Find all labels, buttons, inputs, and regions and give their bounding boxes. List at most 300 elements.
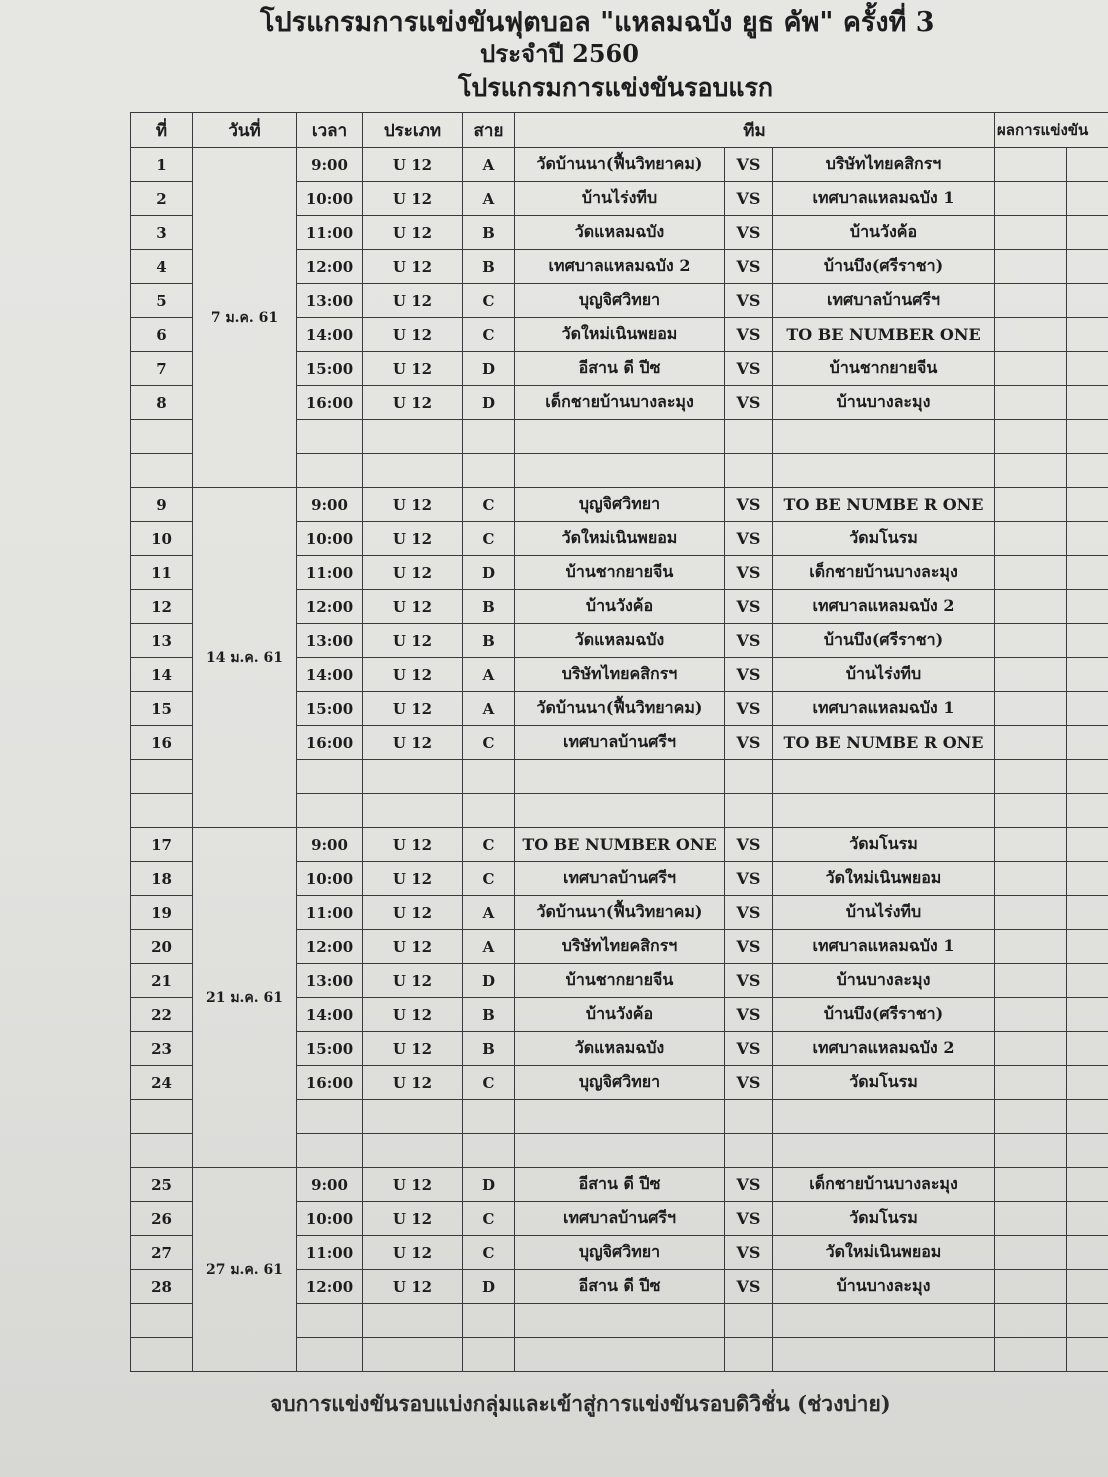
blank-cell: [363, 1338, 463, 1372]
vs-label: VS: [725, 862, 773, 896]
match-type: U 12: [363, 862, 463, 896]
result-cell-extra: [1067, 352, 1108, 386]
away-team: เทศบาลแหลมฉบัง 2: [773, 1032, 995, 1066]
home-team: วัดแหลมฉบัง: [515, 216, 725, 250]
home-team: อีสาน ดี ปีซ: [515, 352, 725, 386]
match-type: U 12: [363, 148, 463, 182]
result-cell-extra: [1067, 1066, 1108, 1100]
match-group: D: [463, 1168, 515, 1202]
blank-cell: [363, 420, 463, 454]
away-team: TO BE NUMBE R ONE: [773, 726, 995, 760]
match-group: B: [463, 216, 515, 250]
away-team: เทศบาลแหลมฉบัง 1: [773, 182, 995, 216]
blank-cell: [463, 1134, 515, 1168]
result-cell-extra: [1067, 896, 1108, 930]
vs-label: VS: [725, 1168, 773, 1202]
result-cell-extra: [1067, 726, 1108, 760]
blank-cell: [297, 454, 363, 488]
match-time: 14:00: [297, 998, 363, 1032]
match-row: [131, 488, 1108, 522]
vs-label: VS: [725, 216, 773, 250]
match-time: 15:00: [297, 352, 363, 386]
home-team: วัดบ้านนา(ฟื้นวิทยาคม): [515, 896, 725, 930]
match-time: 10:00: [297, 1202, 363, 1236]
blank-cell: [725, 794, 773, 828]
result-cell-extra: [1067, 216, 1108, 250]
blank-cell: [1067, 760, 1108, 794]
match-type: U 12: [363, 1236, 463, 1270]
result-cell-extra: [1067, 930, 1108, 964]
match-time: 14:00: [297, 318, 363, 352]
match-no: 8: [131, 386, 193, 420]
match-type: U 12: [363, 998, 463, 1032]
match-time: 12:00: [297, 1270, 363, 1304]
home-team: บริษัทไทยคสิกรฯ: [515, 658, 725, 692]
vs-label: VS: [725, 1236, 773, 1270]
result-cell-extra: [1067, 182, 1108, 216]
away-team: บ้านบึง(ศรีราชา): [773, 624, 995, 658]
away-team: บ้านบางละมุง: [773, 1270, 995, 1304]
result-cell: [995, 658, 1067, 692]
match-type: U 12: [363, 1202, 463, 1236]
match-type: U 12: [363, 692, 463, 726]
match-time: 11:00: [297, 896, 363, 930]
blank-cell: [463, 420, 515, 454]
match-time: 9:00: [297, 1168, 363, 1202]
match-type: U 12: [363, 522, 463, 556]
home-team: บุญจิศวิทยา: [515, 284, 725, 318]
away-team: เทศบาลแหลมฉบัง 1: [773, 930, 995, 964]
match-no: 17: [131, 828, 193, 862]
match-group: C: [463, 1236, 515, 1270]
result-cell-extra: [1067, 556, 1108, 590]
home-team: บุญจิศวิทยา: [515, 1066, 725, 1100]
blank-cell: [725, 760, 773, 794]
home-team: บริษัทไทยคสิกรฯ: [515, 930, 725, 964]
match-time: 10:00: [297, 522, 363, 556]
home-team: วัดบ้านนา(ฟื้นวิทยาคม): [515, 692, 725, 726]
result-cell: [995, 726, 1067, 760]
away-team: บ้านบางละมุง: [773, 964, 995, 998]
blank-cell: [363, 760, 463, 794]
home-team: TO BE NUMBER ONE: [515, 828, 725, 862]
match-no: 27: [131, 1236, 193, 1270]
blank-cell: [363, 1134, 463, 1168]
result-cell: [995, 828, 1067, 862]
result-cell-extra: [1067, 1168, 1108, 1202]
match-group: C: [463, 522, 515, 556]
result-cell-extra: [1067, 1236, 1108, 1270]
vs-label: VS: [725, 1066, 773, 1100]
result-cell: [995, 1066, 1067, 1100]
blank-cell: [297, 1338, 363, 1372]
col-header-time: เวลา: [297, 113, 363, 148]
away-team: TO BE NUMBER ONE: [773, 318, 995, 352]
match-group: A: [463, 182, 515, 216]
away-team: วัดมโนรม: [773, 1202, 995, 1236]
blank-cell: [773, 420, 995, 454]
vs-label: VS: [725, 896, 773, 930]
match-date: 21 ม.ค. 61: [193, 828, 297, 1168]
blank-cell: [297, 420, 363, 454]
result-cell-extra: [1067, 828, 1108, 862]
result-cell: [995, 488, 1067, 522]
blank-cell: [463, 1338, 515, 1372]
result-cell-extra: [1067, 862, 1108, 896]
blank-cell: [515, 1338, 725, 1372]
match-no: 4: [131, 250, 193, 284]
match-group: C: [463, 488, 515, 522]
match-time: 12:00: [297, 590, 363, 624]
result-cell-extra: [1067, 148, 1108, 182]
vs-label: VS: [725, 658, 773, 692]
blank-cell: [725, 1100, 773, 1134]
blank-cell: [995, 1134, 1067, 1168]
result-cell: [995, 930, 1067, 964]
result-cell: [995, 1032, 1067, 1066]
match-group: B: [463, 624, 515, 658]
blank-cell: [1067, 1338, 1108, 1372]
result-cell: [995, 998, 1067, 1032]
result-cell: [995, 590, 1067, 624]
blank-cell: [773, 760, 995, 794]
match-time: 13:00: [297, 624, 363, 658]
home-team: บ้านไร่งทีบ: [515, 182, 725, 216]
blank-cell: [297, 794, 363, 828]
col-header-teams: ทีม: [515, 113, 995, 148]
header-row: [131, 113, 1108, 148]
away-team: บ้านไร่งทีบ: [773, 896, 995, 930]
away-team: บ้านบึง(ศรีราชา): [773, 250, 995, 284]
match-row: [131, 148, 1108, 182]
match-no: 13: [131, 624, 193, 658]
result-cell: [995, 1168, 1067, 1202]
result-cell-extra: [1067, 964, 1108, 998]
match-type: U 12: [363, 250, 463, 284]
home-team: อีสาน ดี ปีซ: [515, 1270, 725, 1304]
blank-cell: [773, 1338, 995, 1372]
match-group: C: [463, 284, 515, 318]
blank-cell: [725, 1338, 773, 1372]
blank-cell: [1067, 1304, 1108, 1338]
away-team: วัดมโนรม: [773, 828, 995, 862]
result-cell: [995, 250, 1067, 284]
match-no: 18: [131, 862, 193, 896]
match-no: 16: [131, 726, 193, 760]
home-team: วัดแหลมฉบัง: [515, 624, 725, 658]
match-type: U 12: [363, 556, 463, 590]
vs-label: VS: [725, 828, 773, 862]
blank-cell: [773, 1134, 995, 1168]
away-team: เด็กชายบ้านบางละมุง: [773, 556, 995, 590]
match-date: 7 ม.ค. 61: [193, 148, 297, 488]
match-time: 14:00: [297, 658, 363, 692]
blank-cell: [463, 1304, 515, 1338]
away-team: วัดมโนรม: [773, 1066, 995, 1100]
result-cell: [995, 148, 1067, 182]
match-group: D: [463, 352, 515, 386]
blank-cell: [1067, 794, 1108, 828]
away-team: บ้านไร่งทีบ: [773, 658, 995, 692]
blank-cell: [131, 1100, 193, 1134]
match-group: D: [463, 556, 515, 590]
match-time: 13:00: [297, 964, 363, 998]
blank-cell: [297, 760, 363, 794]
result-cell: [995, 318, 1067, 352]
away-team: บ้านวังค้อ: [773, 216, 995, 250]
blank-cell: [363, 794, 463, 828]
match-type: U 12: [363, 318, 463, 352]
result-cell-extra: [1067, 624, 1108, 658]
vs-label: VS: [725, 590, 773, 624]
result-cell-extra: [1067, 250, 1108, 284]
blank-cell: [515, 420, 725, 454]
match-time: 12:00: [297, 250, 363, 284]
match-time: 10:00: [297, 862, 363, 896]
result-cell: [995, 556, 1067, 590]
match-no: 1: [131, 148, 193, 182]
blank-cell: [725, 1134, 773, 1168]
match-group: C: [463, 862, 515, 896]
match-type: U 12: [363, 1270, 463, 1304]
result-cell-extra: [1067, 386, 1108, 420]
away-team: เทศบาลแหลมฉบัง 1: [773, 692, 995, 726]
vs-label: VS: [725, 726, 773, 760]
result-cell: [995, 284, 1067, 318]
blank-cell: [463, 1100, 515, 1134]
home-team: เทศบาลบ้านศรีฯ: [515, 862, 725, 896]
away-team: TO BE NUMBE R ONE: [773, 488, 995, 522]
match-type: U 12: [363, 284, 463, 318]
result-cell-extra: [1067, 998, 1108, 1032]
match-no: 28: [131, 1270, 193, 1304]
home-team: บ้านชากยายจีน: [515, 964, 725, 998]
home-team: บุญจิศวิทยา: [515, 488, 725, 522]
match-group: A: [463, 692, 515, 726]
blank-cell: [131, 454, 193, 488]
blank-cell: [1067, 454, 1108, 488]
document-year: ประจำปี 2560: [480, 39, 639, 68]
blank-cell: [363, 454, 463, 488]
blank-cell: [773, 1304, 995, 1338]
vs-label: VS: [725, 930, 773, 964]
blank-cell: [1067, 420, 1108, 454]
blank-cell: [995, 1100, 1067, 1134]
blank-cell: [463, 454, 515, 488]
home-team: เทศบาลบ้านศรีฯ: [515, 726, 725, 760]
vs-label: VS: [725, 488, 773, 522]
blank-cell: [131, 794, 193, 828]
blank-cell: [515, 794, 725, 828]
match-group: A: [463, 148, 515, 182]
match-date: 27 ม.ค. 61: [193, 1168, 297, 1372]
blank-cell: [995, 1338, 1067, 1372]
vs-label: VS: [725, 522, 773, 556]
blank-cell: [515, 454, 725, 488]
away-team: บริษัทไทยคสิกรฯ: [773, 148, 995, 182]
result-cell: [995, 182, 1067, 216]
match-time: 16:00: [297, 726, 363, 760]
match-time: 16:00: [297, 386, 363, 420]
match-row: [131, 828, 1108, 862]
match-time: 9:00: [297, 488, 363, 522]
match-group: B: [463, 590, 515, 624]
footer-note: จบการแข่งขันรอบแบ่งกลุ่มและเข้าสู่การแข่งขันรอบดิวิชั่น (ช่วงบ่าย): [270, 1391, 891, 1416]
vs-label: VS: [725, 250, 773, 284]
home-team: เทศบาลแหลมฉบัง 2: [515, 250, 725, 284]
away-team: วัดใหม่เนินพยอม: [773, 1236, 995, 1270]
match-group: C: [463, 828, 515, 862]
blank-cell: [725, 420, 773, 454]
blank-cell: [1067, 1100, 1108, 1134]
match-no: 10: [131, 522, 193, 556]
blank-cell: [363, 1100, 463, 1134]
match-no: 3: [131, 216, 193, 250]
match-type: U 12: [363, 590, 463, 624]
away-team: บ้านบางละมุง: [773, 386, 995, 420]
blank-cell: [297, 1100, 363, 1134]
result-cell: [995, 386, 1067, 420]
blank-cell: [515, 1134, 725, 1168]
vs-label: VS: [725, 964, 773, 998]
match-type: U 12: [363, 216, 463, 250]
match-type: U 12: [363, 182, 463, 216]
result-cell: [995, 1202, 1067, 1236]
result-cell: [995, 216, 1067, 250]
match-no: 20: [131, 930, 193, 964]
away-team: วัดใหม่เนินพยอม: [773, 862, 995, 896]
match-type: U 12: [363, 828, 463, 862]
match-no: 12: [131, 590, 193, 624]
home-team: วัดใหม่เนินพยอม: [515, 318, 725, 352]
vs-label: VS: [725, 1032, 773, 1066]
home-team: บุญจิศวิทยา: [515, 1236, 725, 1270]
result-cell: [995, 862, 1067, 896]
vs-label: VS: [725, 386, 773, 420]
blank-cell: [995, 454, 1067, 488]
match-no: 25: [131, 1168, 193, 1202]
document-subtitle: โปรแกรมการแข่งขันรอบแรก: [458, 73, 774, 102]
col-header-type: ประเภท: [363, 113, 463, 148]
match-date: 14 ม.ค. 61: [193, 488, 297, 828]
match-no: 22: [131, 998, 193, 1032]
away-team: วัดมโนรม: [773, 522, 995, 556]
vs-label: VS: [725, 692, 773, 726]
match-no: 24: [131, 1066, 193, 1100]
home-team: วัดใหม่เนินพยอม: [515, 522, 725, 556]
away-team: เทศบาลแหลมฉบัง 2: [773, 590, 995, 624]
vs-label: VS: [725, 352, 773, 386]
result-cell-extra: [1067, 1202, 1108, 1236]
blank-cell: [363, 1304, 463, 1338]
vs-label: VS: [725, 624, 773, 658]
blank-cell: [773, 1100, 995, 1134]
result-cell: [995, 624, 1067, 658]
blank-cell: [515, 1304, 725, 1338]
match-group: C: [463, 318, 515, 352]
col-header-date: วันที่: [193, 113, 297, 148]
match-type: U 12: [363, 1168, 463, 1202]
result-cell-extra: [1067, 1270, 1108, 1304]
match-time: 9:00: [297, 148, 363, 182]
match-no: 23: [131, 1032, 193, 1066]
match-group: C: [463, 1066, 515, 1100]
match-group: B: [463, 998, 515, 1032]
match-time: 15:00: [297, 1032, 363, 1066]
home-team: อีสาน ดี ปีซ: [515, 1168, 725, 1202]
match-time: 11:00: [297, 556, 363, 590]
match-type: U 12: [363, 658, 463, 692]
match-type: U 12: [363, 352, 463, 386]
blank-cell: [995, 760, 1067, 794]
home-team: บ้านชากยายจีน: [515, 556, 725, 590]
blank-cell: [773, 454, 995, 488]
match-type: U 12: [363, 1066, 463, 1100]
match-no: 7: [131, 352, 193, 386]
result-cell: [995, 352, 1067, 386]
match-no: 11: [131, 556, 193, 590]
blank-cell: [131, 1134, 193, 1168]
match-type: U 12: [363, 964, 463, 998]
blank-cell: [995, 794, 1067, 828]
home-team: เด็กชายบ้านบางละมุง: [515, 386, 725, 420]
result-cell: [995, 522, 1067, 556]
blank-cell: [725, 454, 773, 488]
away-team: เทศบาลบ้านศรีฯ: [773, 284, 995, 318]
match-group: A: [463, 658, 515, 692]
match-time: 11:00: [297, 1236, 363, 1270]
match-no: 26: [131, 1202, 193, 1236]
vs-label: VS: [725, 148, 773, 182]
match-time: 16:00: [297, 1066, 363, 1100]
match-no: 14: [131, 658, 193, 692]
result-cell: [995, 692, 1067, 726]
away-team: บ้านชากยายจีน: [773, 352, 995, 386]
vs-label: VS: [725, 1270, 773, 1304]
match-no: 5: [131, 284, 193, 318]
col-header-result: ผลการแข่งขัน: [995, 113, 1108, 148]
match-no: 21: [131, 964, 193, 998]
match-no: 6: [131, 318, 193, 352]
result-cell-extra: [1067, 488, 1108, 522]
blank-cell: [773, 794, 995, 828]
match-group: D: [463, 964, 515, 998]
match-time: 13:00: [297, 284, 363, 318]
home-team: บ้านวังค้อ: [515, 590, 725, 624]
match-row: [131, 1168, 1108, 1202]
match-type: U 12: [363, 896, 463, 930]
blank-cell: [515, 1100, 725, 1134]
result-cell-extra: [1067, 590, 1108, 624]
home-team: บ้านวังค้อ: [515, 998, 725, 1032]
col-header-group: สาย: [463, 113, 515, 148]
result-cell-extra: [1067, 1032, 1108, 1066]
vs-label: VS: [725, 284, 773, 318]
match-no: 19: [131, 896, 193, 930]
vs-label: VS: [725, 556, 773, 590]
match-time: 10:00: [297, 182, 363, 216]
blank-cell: [995, 420, 1067, 454]
result-cell: [995, 1236, 1067, 1270]
result-cell-extra: [1067, 692, 1108, 726]
match-time: 12:00: [297, 930, 363, 964]
document-title: โปรแกรมการแข่งขันฟุตบอล "แหลมฉบัง ยูธ คัพ" ครั้งที่ 3: [260, 7, 935, 38]
blank-cell: [463, 760, 515, 794]
away-team: เด็กชายบ้านบางละมุง: [773, 1168, 995, 1202]
blank-cell: [131, 1304, 193, 1338]
col-header-no: ที่: [131, 113, 193, 148]
blank-cell: [1067, 1134, 1108, 1168]
